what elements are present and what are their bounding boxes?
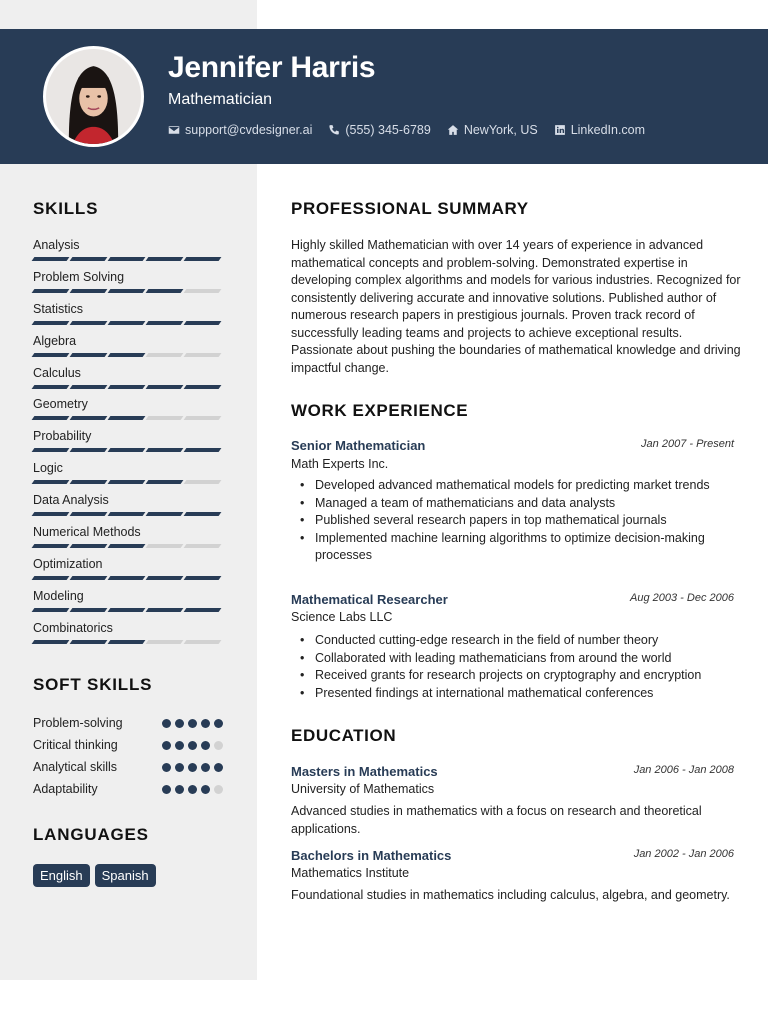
skill-level-segment — [184, 544, 222, 548]
skill-level-segment — [146, 385, 184, 389]
portrait-photo — [46, 49, 141, 144]
summary-heading: PROFESSIONAL SUMMARY — [291, 199, 529, 218]
skill-level-segment — [32, 353, 70, 357]
skill-name: Geometry — [33, 397, 88, 412]
skill-level-bar — [33, 608, 223, 612]
skill-level-bar — [33, 289, 223, 293]
degree-title-2: Bachelors in Mathematics — [291, 848, 452, 863]
skill-item — [33, 556, 223, 588]
skill-name: Numerical Methods — [33, 525, 141, 540]
skill-level-segment — [32, 385, 70, 389]
skill-level-segment — [184, 608, 222, 612]
skill-level-segment — [70, 512, 108, 516]
experience-heading: WORK EXPERIENCE — [291, 401, 469, 420]
rating-dot — [162, 785, 171, 794]
skill-level-segment — [108, 257, 146, 261]
phone-icon — [328, 124, 340, 136]
rating-dot — [214, 763, 223, 772]
skill-level-segment — [146, 257, 184, 261]
list-item: • Presented findings at international mathematical conferences — [291, 685, 731, 703]
soft-skill-rating — [162, 719, 223, 728]
language-badge: Spanish — [95, 864, 156, 887]
skill-level-bar — [33, 640, 223, 644]
skill-name: Logic — [33, 461, 63, 476]
skill-level-segment — [146, 576, 184, 580]
skill-level-segment — [108, 385, 146, 389]
rating-dot — [175, 719, 184, 728]
soft-skill-rating — [162, 763, 223, 772]
languages-heading: LANGUAGES — [33, 825, 149, 844]
degree-description-1: Advanced studies in mathematics with a focus on research and theoretical applications. — [291, 804, 702, 836]
job-dates-1: Jan 2007 - Present — [641, 438, 734, 450]
degree-description-2: Foundational studies in mathematics including calculus, algebra, and geometry. — [291, 888, 730, 902]
skill-level-segment — [108, 448, 146, 452]
rating-dot — [201, 785, 210, 794]
list-item: • Implemented machine learning algorithms to optimize decision-making processes — [291, 530, 731, 565]
skill-level-segment — [70, 480, 108, 484]
job-title-1: Senior Mathematician — [291, 438, 426, 453]
skill-level-segment — [184, 640, 222, 644]
skill-name: Probability — [33, 429, 92, 444]
skill-item — [33, 333, 223, 365]
job-company-1: Math Experts Inc. — [291, 457, 389, 471]
skills-heading: SKILLS — [33, 199, 99, 218]
list-item: • Received grants for research projects on cryptography and encryption — [291, 667, 731, 685]
skill-level-segment — [184, 289, 222, 293]
summary-text: Highly skilled Mathematician with over 14 years of experience in advanced mathematical concepts and problem-solving. Demonstrated expertise in developing complex algorithms and models for various industries. Recognized for consistently delivering accurate and innovative solutions. Published author of numerous research papers in prestigious journals. Proven track record of successfully leading teams and projects to achieve exceptional results. Passionate about pushing the boundaries of mathematical knowledge and driving impactful change. — [291, 238, 741, 375]
rating-dot — [162, 741, 171, 750]
skill-item — [33, 396, 223, 428]
skill-level-segment — [146, 608, 184, 612]
degree-dates-1: Jan 2006 - Jan 2008 — [633, 764, 734, 776]
candidate-name: Jennifer Harris — [168, 51, 376, 84]
skill-item — [33, 269, 223, 301]
skill-level-segment — [146, 640, 184, 644]
skill-level-segment — [184, 385, 222, 389]
soft-skill-rating — [162, 785, 223, 794]
skill-item — [33, 428, 223, 460]
soft-skill-name: Problem-solving — [33, 716, 123, 730]
contact-row — [168, 123, 661, 137]
skill-item — [33, 237, 223, 269]
skill-level-segment — [32, 512, 70, 516]
location-text: NewYork, US — [463, 123, 538, 137]
skill-level-segment — [32, 448, 70, 452]
soft-skill-item — [33, 712, 223, 734]
rating-dot — [201, 763, 210, 772]
skill-name: Analysis — [33, 238, 80, 252]
skill-level-bar — [33, 385, 223, 389]
skill-item — [33, 301, 223, 333]
skill-item — [33, 620, 223, 652]
skill-level-segment — [32, 321, 70, 325]
rating-dot — [175, 785, 184, 794]
skill-level-segment — [184, 353, 222, 357]
school-name-1: University of Mathematics — [291, 782, 435, 796]
rating-dot — [162, 763, 171, 772]
linkedin-icon — [554, 124, 566, 136]
skill-level-segment — [70, 544, 108, 548]
rating-dot — [175, 741, 184, 750]
list-item: • Published several research papers in top mathematical journals — [291, 512, 731, 530]
skill-level-segment — [32, 640, 70, 644]
job-title-2: Mathematical Researcher — [291, 592, 448, 607]
skill-level-segment — [108, 608, 146, 612]
skill-level-segment — [146, 544, 184, 548]
skill-level-segment — [184, 257, 222, 261]
skill-item — [33, 492, 223, 524]
avatar — [43, 46, 144, 147]
contact-location — [447, 123, 538, 137]
skill-level-bar — [33, 353, 223, 357]
skill-level-segment — [32, 289, 70, 293]
skill-level-segment — [108, 416, 146, 420]
soft-skills-list — [33, 712, 223, 800]
envelope-icon — [168, 124, 180, 136]
skill-level-bar — [33, 544, 223, 548]
skill-name: Statistics — [33, 301, 84, 316]
skill-item — [33, 588, 223, 620]
skill-name: Calculus — [33, 365, 81, 380]
email-text: support@cvdesigner.ai — [185, 123, 313, 137]
contact-linkedin[interactable] — [554, 123, 645, 137]
rating-dot — [214, 719, 223, 728]
skill-level-segment — [32, 576, 70, 580]
degree-dates-2: Jan 2002 - Jan 2006 — [633, 848, 734, 860]
skill-level-segment — [32, 480, 70, 484]
skill-level-segment — [32, 257, 70, 261]
skill-level-segment — [108, 512, 146, 516]
skill-name: Modeling — [33, 588, 84, 603]
phone-text: (555) 345-6789 — [345, 123, 431, 137]
skill-level-segment — [184, 321, 222, 325]
soft-skill-rating — [162, 741, 223, 750]
skill-level-segment — [70, 416, 108, 420]
skill-level-segment — [32, 416, 70, 420]
skill-level-segment — [32, 608, 70, 612]
skill-name: Data Analysis — [33, 493, 109, 508]
degree-title-1: Masters in Mathematics — [291, 764, 438, 779]
rating-dot — [214, 785, 223, 794]
job-company-2: Science Labs LLC — [291, 610, 393, 624]
skill-level-segment — [108, 544, 146, 548]
skill-level-segment — [146, 448, 184, 452]
language-badge: English — [33, 864, 90, 887]
skill-level-segment — [146, 512, 184, 516]
skill-level-segment — [184, 480, 222, 484]
list-item: • Developed advanced mathematical models for predicting market trends — [291, 477, 731, 495]
skill-level-segment — [108, 640, 146, 644]
skill-level-segment — [70, 385, 108, 389]
skill-level-segment — [70, 640, 108, 644]
rating-dot — [201, 741, 210, 750]
list-item: • Collaborated with leading mathematicians from around the world — [291, 650, 731, 668]
skill-level-segment — [108, 321, 146, 325]
soft-skill-item — [33, 756, 223, 778]
soft-skill-name: Adaptability — [33, 782, 98, 796]
skill-level-segment — [108, 480, 146, 484]
skill-level-segment — [70, 257, 108, 261]
list-item: • Managed a team of mathematicians and data analysts — [291, 495, 731, 513]
skill-level-segment — [70, 448, 108, 452]
skill-level-segment — [184, 512, 222, 516]
skill-level-bar — [33, 512, 223, 516]
list-item: • Conducted cutting-edge research in the field of number theory — [291, 632, 731, 650]
soft-skill-item — [33, 734, 223, 756]
soft-skill-name: Critical thinking — [33, 738, 118, 752]
rating-dot — [162, 719, 171, 728]
rating-dot — [188, 785, 197, 794]
contact-phone[interactable] — [328, 123, 430, 137]
skill-level-segment — [108, 576, 146, 580]
skill-item — [33, 524, 223, 556]
rating-dot — [201, 719, 210, 728]
skill-level-segment — [146, 321, 184, 325]
skill-level-segment — [108, 289, 146, 293]
skill-level-bar — [33, 321, 223, 325]
skill-level-segment — [108, 353, 146, 357]
linkedin-text: LinkedIn.com — [570, 123, 646, 137]
school-name-2: Mathematics Institute — [291, 866, 410, 880]
rating-dot — [188, 719, 197, 728]
skill-level-bar — [33, 448, 223, 452]
skill-level-bar — [33, 416, 223, 420]
skill-level-bar — [33, 576, 223, 580]
skill-level-bar — [33, 257, 223, 261]
home-icon — [447, 124, 459, 136]
skill-level-segment — [70, 608, 108, 612]
rating-dot — [188, 763, 197, 772]
skill-level-segment — [32, 544, 70, 548]
languages-list — [33, 864, 156, 887]
skill-name: Combinatorics — [33, 620, 113, 635]
skill-name: Algebra — [33, 333, 77, 348]
job-dates-2: Aug 2003 - Dec 2006 — [630, 592, 734, 604]
skill-level-segment — [146, 480, 184, 484]
job-title: Mathematician — [168, 91, 273, 108]
skill-level-segment — [146, 353, 184, 357]
skill-level-segment — [70, 576, 108, 580]
rating-dot — [214, 741, 223, 750]
soft-skills-heading: SOFT SKILLS — [33, 675, 153, 694]
job-bullets-1 — [291, 477, 731, 565]
rating-dot — [188, 741, 197, 750]
contact-email[interactable] — [168, 123, 312, 137]
skill-level-bar — [33, 480, 223, 484]
skill-level-segment — [70, 353, 108, 357]
skill-level-segment — [146, 416, 184, 420]
skill-level-segment — [184, 448, 222, 452]
rating-dot — [175, 763, 184, 772]
skill-level-segment — [70, 321, 108, 325]
soft-skill-item — [33, 778, 223, 800]
skill-name: Optimization — [33, 556, 103, 571]
soft-skill-name: Analytical skills — [33, 760, 118, 774]
skill-level-segment — [184, 576, 222, 580]
skill-item — [33, 365, 223, 397]
skill-level-segment — [184, 416, 222, 420]
skill-level-segment — [146, 289, 184, 293]
skills-list — [33, 237, 223, 652]
skill-level-segment — [70, 289, 108, 293]
skill-item — [33, 460, 223, 492]
education-heading: EDUCATION — [291, 726, 397, 745]
skill-name: Problem Solving — [33, 269, 125, 284]
job-bullets-2 — [291, 632, 731, 702]
